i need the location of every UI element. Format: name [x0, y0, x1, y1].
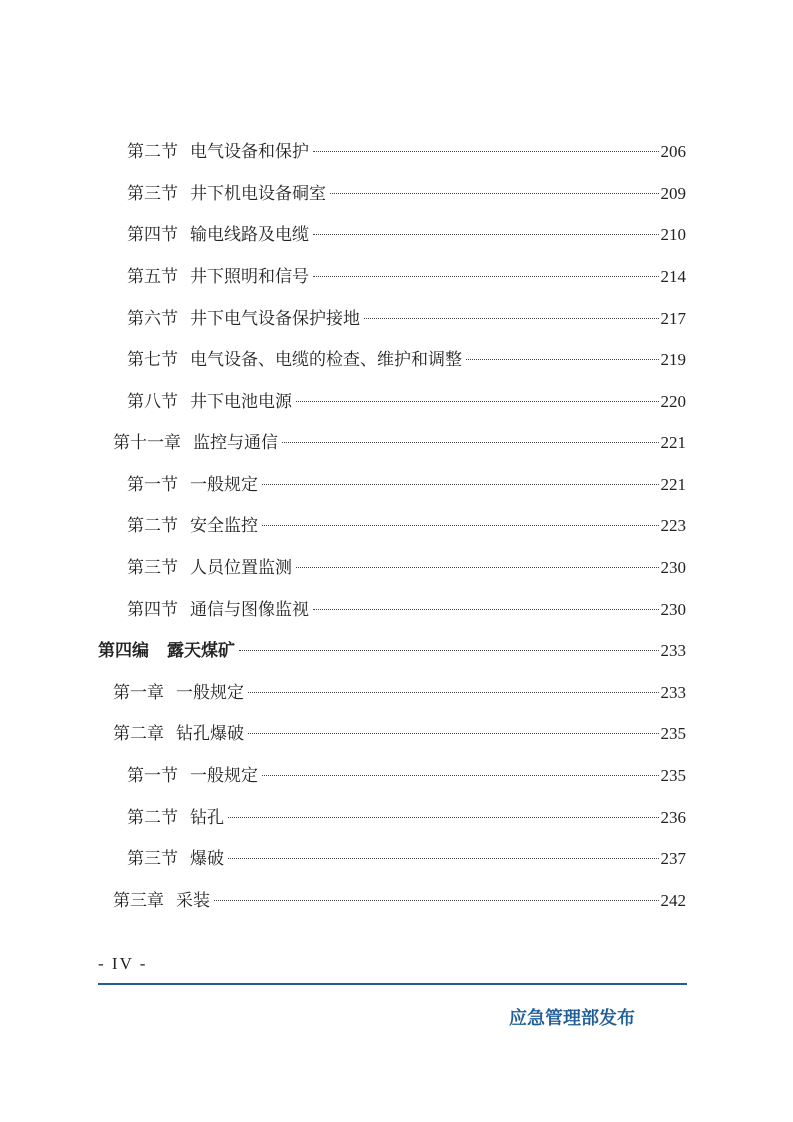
toc-entry[interactable]	[127, 348, 686, 372]
dot-leader	[364, 318, 659, 319]
toc-entry[interactable]	[127, 307, 686, 331]
toc-entry-label: 第三节 井下机电设备硐室	[127, 184, 326, 204]
toc-entry-label: 第二节 电气设备和保护	[127, 142, 309, 162]
toc-entry[interactable]	[127, 182, 686, 206]
toc-entry[interactable]	[127, 265, 686, 289]
dot-leader	[466, 359, 659, 360]
toc-entry-label: 第一章 一般规定	[113, 683, 244, 703]
toc-page-number: 233	[660, 683, 686, 702]
toc-entry[interactable]	[127, 806, 686, 830]
toc-page-number: 219	[660, 350, 686, 369]
toc-entry[interactable]	[127, 390, 686, 414]
toc-entry-label: 第五节 井下照明和信号	[127, 267, 309, 287]
toc-page-number: 206	[660, 142, 686, 161]
toc-entry-label: 第一节 一般规定	[127, 766, 258, 786]
dot-leader	[282, 442, 659, 443]
toc-entry-label: 第七节 电气设备、电缆的检查、维护和调整	[127, 350, 462, 370]
toc-entry-label: 第三章 采装	[113, 891, 210, 911]
toc-entry[interactable]	[127, 140, 686, 164]
toc-entry[interactable]	[127, 514, 686, 538]
dot-leader	[262, 484, 659, 485]
toc-page-number: 230	[660, 558, 686, 577]
publisher-label: 应急管理部发布	[509, 1008, 635, 1029]
dot-leader	[248, 733, 659, 734]
toc-entry[interactable]	[113, 889, 686, 913]
toc-entry[interactable]	[127, 473, 686, 497]
toc-entry[interactable]	[127, 598, 686, 622]
toc-page-number: 235	[660, 766, 686, 785]
toc-entry-label: 第六节 井下电气设备保护接地	[127, 309, 360, 329]
toc-page-number: 242	[660, 891, 686, 910]
toc-page-number: 235	[660, 724, 686, 743]
toc-page-number: 237	[660, 849, 686, 868]
toc-entry-label: 第二章 钻孔爆破	[113, 724, 244, 744]
toc-entry-label: 第四节 输电线路及电缆	[127, 225, 309, 245]
dot-leader	[239, 650, 659, 651]
dot-leader	[296, 401, 659, 402]
toc-page-number: 236	[660, 808, 686, 827]
toc-entry[interactable]	[98, 639, 686, 663]
dot-leader	[262, 525, 659, 526]
toc-entry-label: 第八节 井下电池电源	[127, 392, 292, 412]
toc-entry[interactable]	[127, 847, 686, 871]
toc-entry-label: 第三节 爆破	[127, 849, 224, 869]
toc-page-number: 214	[660, 267, 686, 286]
toc-entry-label: 第一节 一般规定	[127, 475, 258, 495]
dot-leader	[296, 567, 659, 568]
dot-leader	[214, 900, 659, 901]
dot-leader	[228, 817, 659, 818]
toc-entry-label: 第四编 露天煤矿	[98, 641, 235, 661]
toc-entry-label: 第三节 人员位置监测	[127, 558, 292, 578]
toc-entry-label: 第四节 通信与图像监视	[127, 600, 309, 620]
toc-entry-label: 第二节 钻孔	[127, 808, 224, 828]
toc-page-number: 233	[660, 641, 686, 660]
dot-leader	[313, 234, 659, 235]
toc-page-number: 230	[660, 600, 686, 619]
footer-divider	[98, 983, 687, 985]
toc-entry[interactable]	[113, 681, 686, 705]
toc-entry[interactable]	[127, 556, 686, 580]
toc-page-number: 209	[660, 184, 686, 203]
toc-page-number: 223	[660, 516, 686, 535]
dot-leader	[262, 775, 659, 776]
toc-entry-label: 第十一章 监控与通信	[113, 433, 278, 453]
toc-page-number: 217	[660, 309, 686, 328]
toc-page-number: 221	[660, 433, 686, 452]
toc-page-number: 210	[660, 225, 686, 244]
dot-leader	[313, 609, 659, 610]
dot-leader	[248, 692, 659, 693]
page-marker: - IV -	[98, 954, 148, 973]
dot-leader	[330, 193, 659, 194]
dot-leader	[313, 276, 659, 277]
toc-entry-label: 第二节 安全监控	[127, 516, 258, 536]
toc-page-number: 220	[660, 392, 686, 411]
toc-entry[interactable]	[113, 722, 686, 746]
dot-leader	[313, 151, 659, 152]
dot-leader	[228, 858, 659, 859]
toc-page-number: 221	[660, 475, 686, 494]
toc-entry[interactable]	[113, 431, 686, 455]
toc-entry[interactable]	[127, 223, 686, 247]
toc-entry[interactable]	[127, 764, 686, 788]
